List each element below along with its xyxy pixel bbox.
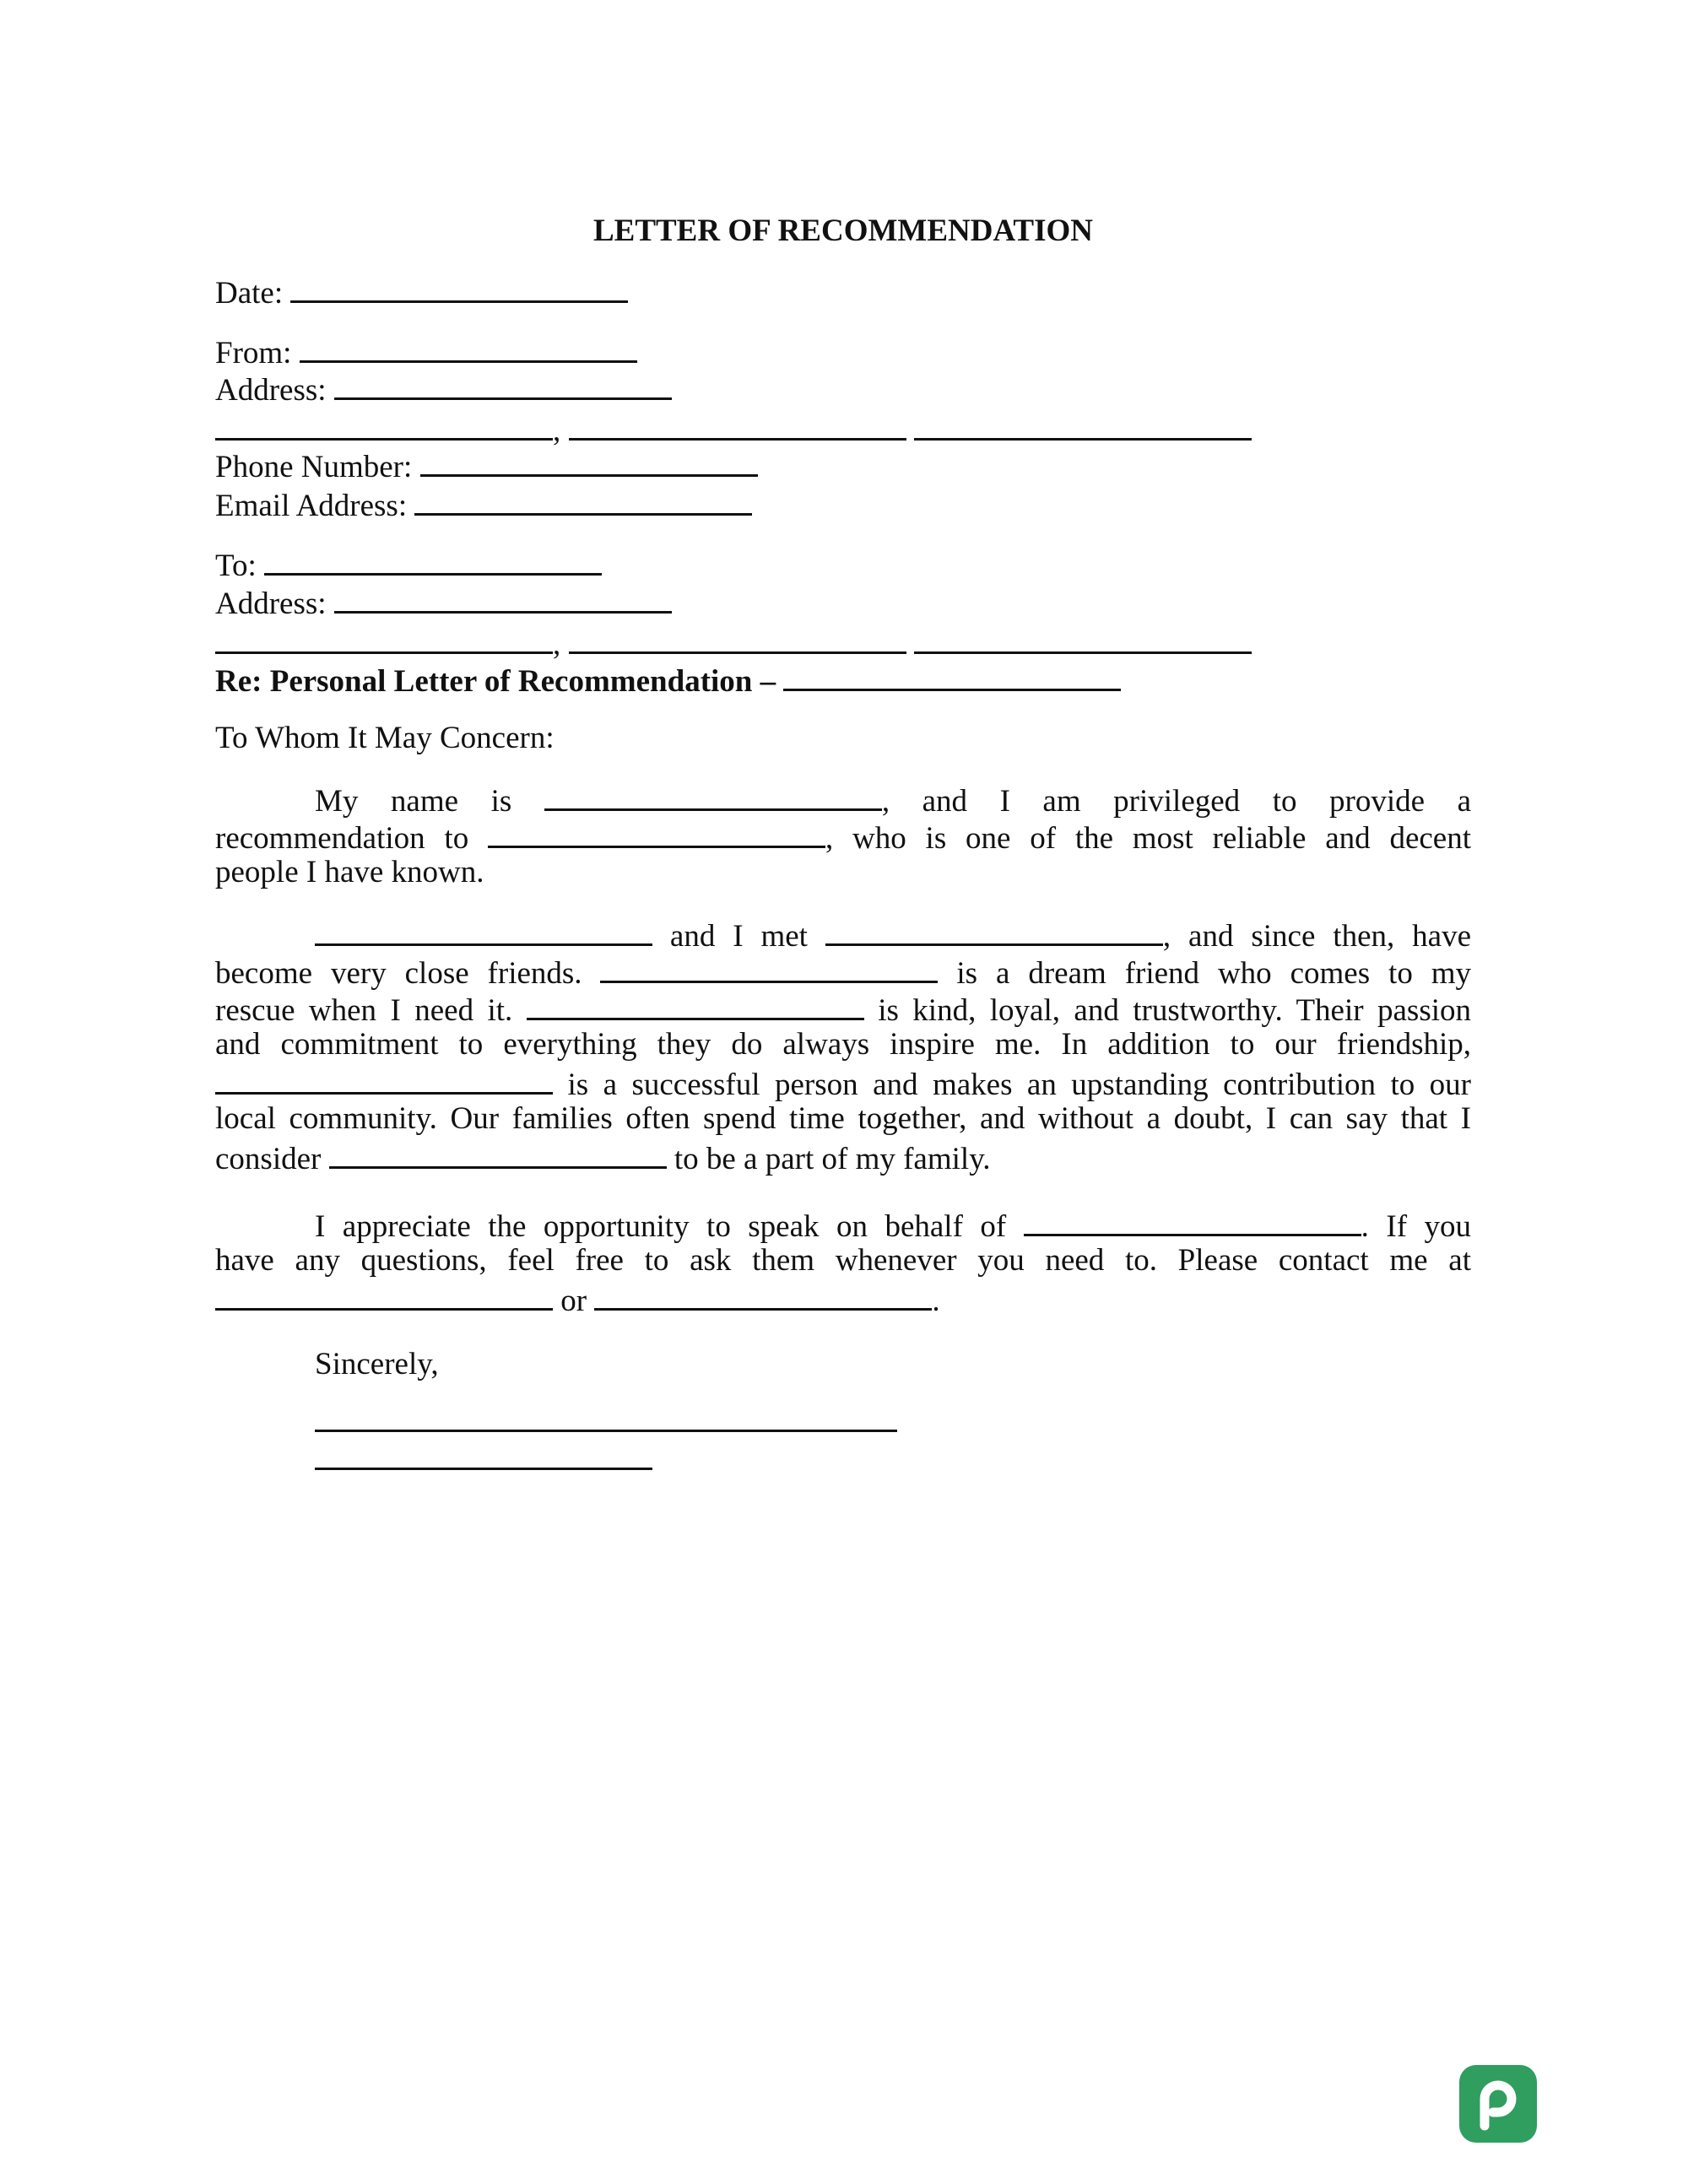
phone-field[interactable] — [420, 446, 758, 477]
to-zip-field[interactable] — [914, 623, 1252, 654]
behalf-name-field[interactable] — [1024, 1205, 1361, 1236]
date-row — [215, 272, 1471, 312]
p2-text: is a successful person and makes an upstanding contribution to our — [567, 1068, 1471, 1102]
p1-text: My name is — [315, 784, 512, 819]
signature-field[interactable] — [315, 1401, 897, 1432]
p3-text: . If you — [1361, 1209, 1471, 1244]
p2-text: local community. Our families often spend time together, and without a doubt, I can say that I — [215, 1101, 1471, 1136]
met-when-field[interactable] — [825, 915, 1163, 946]
friend-name-field[interactable] — [315, 915, 652, 946]
paragraph-2 — [215, 915, 1471, 1175]
p2-text: and commitment to everything they do always inspire me. In addition to our friendship, — [215, 1027, 1471, 1062]
recipient-name-field[interactable] — [488, 817, 825, 848]
p3-text: . — [932, 1284, 940, 1318]
to-field[interactable] — [264, 544, 602, 576]
to-row — [215, 544, 1471, 585]
email-label: Email Address: — [215, 489, 408, 523]
p-logo-icon — [1459, 2065, 1537, 2143]
friend-name-field[interactable] — [215, 1063, 553, 1095]
p3-text: or — [560, 1284, 587, 1318]
from-label: From: — [215, 336, 292, 370]
date-label: Date: — [215, 276, 284, 311]
comma: , — [553, 414, 561, 448]
printed-name-field[interactable] — [315, 1439, 652, 1470]
date-field[interactable] — [290, 272, 628, 303]
p2-text: and I met — [669, 919, 808, 954]
from-city-state-zip-row — [215, 409, 1471, 450]
address-label: Address: — [215, 587, 327, 621]
paragraph-3 — [215, 1205, 1471, 1316]
re-name-field[interactable] — [783, 660, 1121, 691]
from-row — [215, 332, 1471, 372]
closing: Sincerely, — [315, 1347, 439, 1381]
p1-text: recommendation to — [215, 821, 469, 856]
to-address-row — [215, 582, 1471, 623]
printed-name-row — [315, 1439, 652, 1479]
to-city-field[interactable] — [215, 623, 553, 654]
p2-text: to be a part of my family. — [674, 1142, 991, 1176]
phone-row — [215, 446, 1471, 486]
email-row — [215, 484, 1471, 525]
email-field[interactable] — [414, 484, 752, 516]
p1-text: , who is one of the most reliable and decent — [825, 821, 1472, 856]
document-title: LETTER OF RECOMMENDATION — [592, 214, 1094, 248]
p2-text: , and since then, have — [1162, 919, 1472, 954]
salutation: To Whom It May Concern: — [215, 721, 555, 755]
to-label: To: — [215, 549, 257, 583]
from-city-field[interactable] — [215, 409, 553, 441]
comma: , — [553, 627, 561, 662]
p2-text: is kind, loyal, and trustworthy. Their passion — [878, 993, 1472, 1028]
p2-text: rescue when I need it. — [215, 993, 513, 1028]
p3-text: I appreciate the opportunity to speak on behalf of — [315, 1209, 1007, 1244]
friend-name-field[interactable] — [329, 1138, 667, 1169]
p2-text: consider — [215, 1142, 322, 1176]
to-address-field[interactable] — [334, 582, 672, 614]
p1-text: people I have known. — [215, 855, 484, 889]
to-state-field[interactable] — [569, 623, 906, 654]
from-field[interactable] — [300, 332, 637, 363]
re-row — [215, 660, 1471, 700]
contact-email-field[interactable] — [594, 1279, 932, 1311]
from-address-row — [215, 369, 1471, 409]
writer-name-field[interactable] — [544, 780, 882, 811]
from-zip-field[interactable] — [914, 409, 1252, 441]
from-state-field[interactable] — [569, 409, 906, 441]
p2-text: become very close friends. — [215, 956, 582, 991]
friend-name-field[interactable] — [527, 989, 864, 1020]
signature-row — [315, 1401, 897, 1441]
phone-label: Phone Number: — [215, 450, 413, 484]
friend-name-field[interactable] — [600, 952, 938, 983]
from-address-field[interactable] — [334, 369, 672, 400]
re-label: Re: Personal Letter of Recommendation – — [215, 664, 776, 699]
paragraph-1 — [215, 780, 1471, 891]
p3-text: have any questions, feel free to ask them whenever you need to. Please contact me at — [215, 1243, 1471, 1278]
to-city-state-zip-row — [215, 623, 1471, 663]
p1-text: , and I am privileged to provide a — [881, 784, 1472, 819]
p2-text: is a dream friend who comes to my — [956, 956, 1472, 991]
address-label: Address: — [215, 373, 327, 408]
contact-phone-field[interactable] — [215, 1279, 553, 1311]
